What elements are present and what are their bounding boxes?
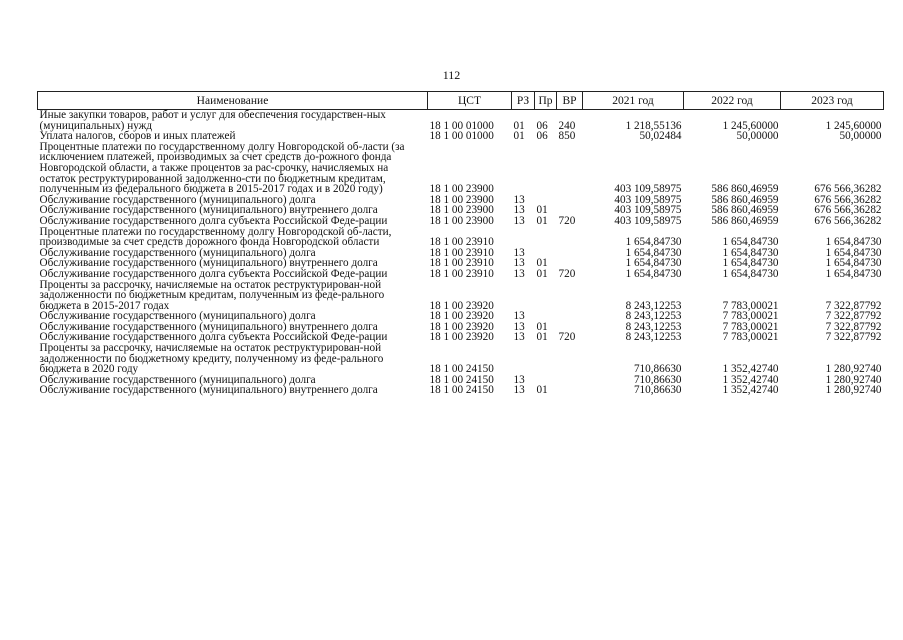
row-rz: 13	[513, 214, 525, 227]
row-name: Обслуживание государственного (муниципального) долга	[39, 310, 316, 323]
row-vr: 240	[558, 119, 576, 132]
row-name: Обслуживание государственного (муниципального) долга	[39, 193, 316, 206]
budget-table	[37, 91, 884, 396]
row-value-2023: 676 566,36282	[814, 214, 882, 227]
row-value-2021: 403 109,58975	[614, 204, 682, 217]
table-body	[38, 110, 884, 397]
row-name: Обслуживание государственного долга субъекта Российской Феде-рации	[39, 331, 388, 344]
row-vr: 720	[558, 331, 576, 344]
row-value-2023: 7 322,87792	[825, 331, 882, 344]
row-pr	[535, 227, 557, 248]
row-cst: 18 1 00 01000	[429, 119, 494, 132]
row-rz	[512, 227, 535, 248]
row-rz: 13	[513, 320, 525, 333]
row-cst: 18 1 00 23910	[429, 267, 494, 280]
row-vr	[557, 280, 583, 312]
row-name: Проценты за рассрочку, начисляемые на остаток реструктурирован-ной задолженности по бюджетному кредиту, полученному из феде-рального бюджета в 2020 году	[39, 342, 384, 376]
row-cst: 18 1 00 23920	[429, 320, 494, 333]
row-cst: 18 1 00 24150	[429, 373, 494, 386]
row-value-2021: 1 654,84730	[625, 246, 682, 259]
row-value-2021: 1 654,84730	[625, 257, 682, 270]
header-2021: 2021 год	[583, 92, 684, 110]
row-value-2021: 8 243,12253	[625, 320, 682, 333]
row-rz: 13	[513, 310, 525, 323]
row-value-2023: 676 566,36282	[814, 193, 882, 206]
row-rz: 01	[513, 119, 525, 132]
table-row	[38, 216, 884, 227]
header-cst: ЦСТ	[428, 92, 512, 110]
row-pr: 01	[536, 267, 548, 280]
row-value-2022: 50,00000	[736, 130, 779, 143]
row-rz: 13	[513, 373, 525, 386]
row-cst: 18 1 00 23910	[429, 257, 494, 270]
header-2022: 2022 год	[684, 92, 781, 110]
row-cst: 18 1 00 24150	[429, 384, 494, 397]
row-rz: 13	[513, 193, 525, 206]
row-pr: 01	[536, 204, 548, 217]
row-value-2021: 403 109,58975	[614, 183, 682, 196]
page-number: 112	[442, 68, 461, 82]
row-cst: 18 1 00 01000	[429, 130, 494, 143]
row-vr: 850	[558, 130, 576, 143]
row-pr: 01	[536, 384, 548, 397]
row-value-2022: 1 245,60000	[722, 119, 779, 132]
row-value-2023: 7 322,87792	[825, 310, 882, 323]
row-cst: 18 1 00 23900	[429, 204, 494, 217]
row-value-2023: 1 654,84730	[825, 267, 882, 280]
row-rz: 13	[513, 246, 525, 259]
header-name: Наименование	[38, 92, 428, 110]
row-cst: 18 1 00 23920	[429, 331, 494, 344]
row-value-2022: 1 654,84730	[722, 257, 779, 270]
table-row	[38, 142, 884, 195]
row-pr	[535, 343, 557, 375]
row-value-2023: 676 566,36282	[814, 183, 882, 196]
row-value-2023: 1 245,60000	[825, 119, 882, 132]
row-value-2023: 1 654,84730	[825, 257, 882, 270]
row-value-2021: 403 109,58975	[614, 193, 682, 206]
row-cst: 18 1 00 24150	[429, 363, 494, 376]
row-cst: 18 1 00 23920	[429, 310, 494, 323]
row-rz: 13	[513, 204, 525, 217]
row-name: Уплата налогов, сборов и иных платежей	[39, 130, 236, 143]
row-pr: 01	[536, 257, 548, 270]
row-value-2023: 50,00000	[839, 130, 882, 143]
row-value-2022: 1 352,42740	[722, 373, 779, 386]
row-vr	[557, 311, 583, 322]
row-value-2021: 8 243,12253	[625, 310, 682, 323]
row-pr: 06	[536, 119, 548, 132]
row-value-2021: 50,02484	[639, 130, 682, 143]
row-vr	[557, 385, 583, 396]
row-value-2022: 586 860,46959	[711, 193, 779, 206]
row-cst: 18 1 00 23900	[429, 214, 494, 227]
header-rz: РЗ	[512, 92, 535, 110]
row-name: Проценты за рассрочку, начисляемые на остаток реструктурирован-ной задолженности по бюджетным кредитам, полученным из феде-рального бюджета в 2015-2017 годах	[39, 278, 385, 312]
row-vr	[557, 248, 583, 259]
row-rz	[512, 343, 535, 375]
row-pr: 01	[536, 320, 548, 333]
row-name: Обслуживание государственного долга субъекта Российской Феде-рации	[39, 214, 388, 227]
row-value-2022: 7 783,00021	[722, 310, 779, 323]
row-name: Обслуживание государственного (муниципального) внутреннего долга	[39, 320, 378, 333]
row-value-2022: 1 654,84730	[722, 267, 779, 280]
row-pr: 01	[536, 214, 548, 227]
row-pr	[535, 280, 557, 312]
row-value-2021: 710,86630	[633, 384, 682, 397]
table-row	[38, 269, 884, 280]
row-value-2021: 8 243,12253	[625, 299, 682, 312]
row-rz: 01	[513, 130, 525, 143]
header-2023: 2023 год	[781, 92, 884, 110]
row-value-2023: 1 654,84730	[825, 236, 882, 249]
row-name: Иные закупки товаров, работ и услуг для обеспечения государствен-ных (муниципальных) нужд	[39, 109, 386, 132]
row-cst: 18 1 00 23910	[429, 246, 494, 259]
row-cst: 18 1 00 23920	[429, 299, 494, 312]
row-value-2023: 676 566,36282	[814, 204, 882, 217]
row-value-2022: 1 352,42740	[722, 384, 779, 397]
row-value-2021: 710,86630	[633, 363, 682, 376]
row-value-2022: 1 352,42740	[722, 363, 779, 376]
row-value-2021: 710,86630	[633, 373, 682, 386]
row-value-2021: 403 109,58975	[614, 214, 682, 227]
row-value-2021: 8 243,12253	[625, 331, 682, 344]
row-name: Обслуживание государственного (муниципального) внутреннего долга	[39, 384, 378, 397]
row-value-2022: 7 783,00021	[722, 331, 779, 344]
row-name: Обслуживание государственного долга субъекта Российской Феде-рации	[39, 267, 388, 280]
row-name: Обслуживание государственного (муниципального) долга	[39, 373, 316, 386]
row-value-2021: 1 654,84730	[625, 236, 682, 249]
row-value-2022: 586 860,46959	[711, 214, 779, 227]
row-name: Процентные платежи по государственному долгу Новгородской об-ласти (за исключением платежей, производимых за счет средств до-рожного фонда Новгородской области, а также процентов за рас-срочку, начисляемых на остаток реструктурированной задолженно-сти по бюджетным кредитам, полученным из федерального бюджета в 2015-2017 годах и в 2020 году)	[39, 140, 405, 196]
row-pr	[535, 142, 557, 195]
row-value-2021: 1 218,55136	[625, 119, 682, 132]
row-value-2023: 1 280,92740	[825, 363, 882, 376]
row-vr	[557, 343, 583, 375]
row-value-2023: 1 280,92740	[825, 373, 882, 386]
row-value-2021: 1 654,84730	[625, 267, 682, 280]
row-value-2022: 7 783,00021	[722, 299, 779, 312]
row-rz: 13	[513, 267, 525, 280]
row-name: Обслуживание государственного (муниципального) долга	[39, 246, 316, 259]
row-name: Процентные платежи по государственному долгу Новгородской об-ласти, производимые за счет средств дорожного фонда Новгородской области	[39, 225, 392, 249]
table-row	[38, 385, 884, 396]
row-value-2023: 1 280,92740	[825, 384, 882, 397]
row-vr: 720	[558, 214, 576, 227]
row-value-2022: 7 783,00021	[722, 320, 779, 333]
row-value-2023: 1 654,84730	[825, 246, 882, 259]
row-name: Обслуживание государственного (муниципального) внутреннего долга	[39, 257, 378, 270]
table-row	[38, 227, 884, 248]
row-name: Обслуживание государственного (муниципального) внутреннего долга	[39, 204, 378, 217]
row-rz: 13	[513, 257, 525, 270]
row-cst: 18 1 00 23900	[429, 183, 494, 196]
row-cst: 18 1 00 23910	[429, 236, 494, 249]
row-vr	[557, 375, 583, 386]
row-vr	[557, 227, 583, 248]
table-row	[38, 343, 884, 375]
row-cst: 18 1 00 23900	[429, 193, 494, 206]
row-value-2023: 7 322,87792	[825, 299, 882, 312]
row-vr: 720	[558, 267, 576, 280]
row-rz	[512, 280, 535, 312]
row-value-2022: 586 860,46959	[711, 183, 779, 196]
row-value-2022: 586 860,46959	[711, 204, 779, 217]
row-value-2023: 7 322,87792	[825, 320, 882, 333]
row-value-2022: 1 654,84730	[722, 246, 779, 259]
row-pr: 01	[536, 331, 548, 344]
row-pr: 06	[536, 130, 548, 143]
table-row	[38, 110, 884, 132]
row-value-2022: 1 654,84730	[722, 236, 779, 249]
header-pr: Пр	[535, 92, 557, 110]
row-vr	[557, 195, 583, 206]
row-rz: 13	[513, 331, 525, 344]
header-vr: ВР	[557, 92, 583, 110]
row-rz: 13	[513, 384, 525, 397]
row-rz	[512, 142, 535, 195]
row-vr	[557, 142, 583, 195]
header-row	[38, 92, 884, 110]
table-row	[38, 280, 884, 312]
